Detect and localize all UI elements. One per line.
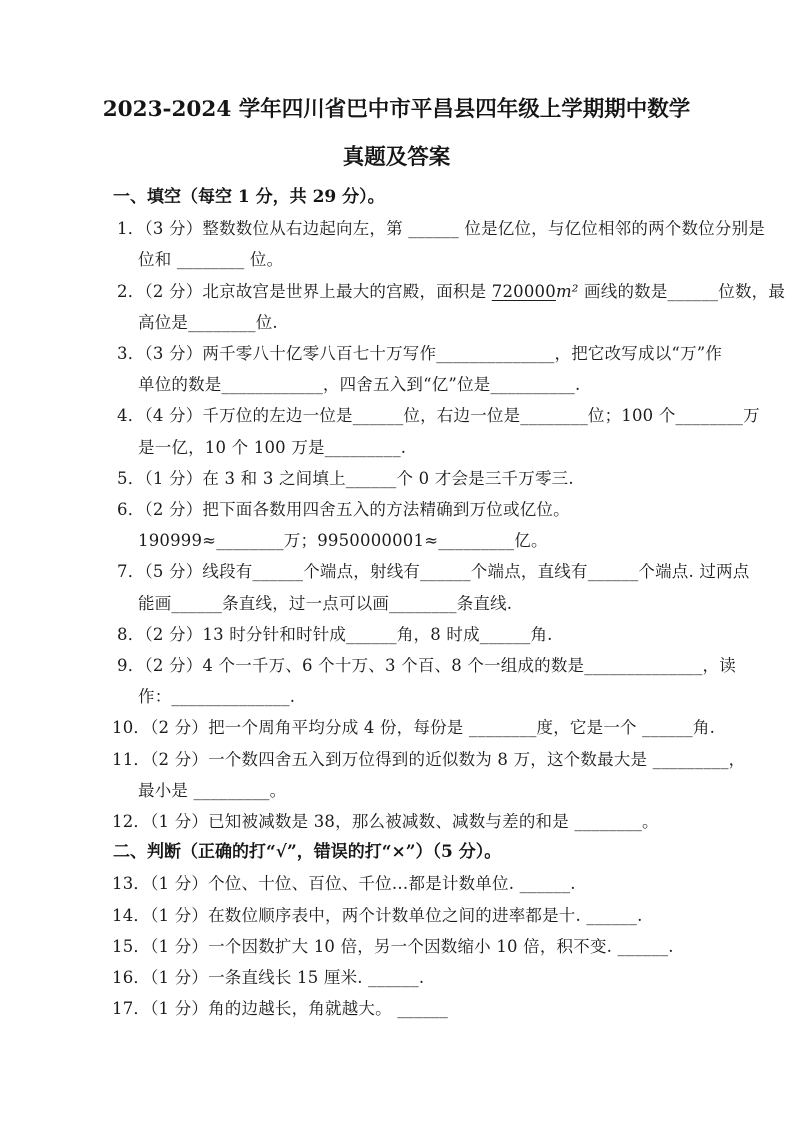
question-16 <box>0 962 793 993</box>
question-13 <box>0 868 793 899</box>
question-line: 能画______条直线，过一点可以画________条直线. <box>138 593 513 613</box>
question-line: 1．（3 分）整数数位从右边起向左，第 ______ 位是亿位，与亿位相邻的两个数位分别是 <box>117 219 765 239</box>
question-9 <box>0 650 793 712</box>
question-line: 14．（1 分）在数位顺序表中，两个计数单位之间的进率都是十. ______. <box>112 905 643 925</box>
question-line: 是一亿，10 个 100 万是_________. <box>138 437 407 457</box>
question-6 <box>0 494 793 556</box>
question-line: 12．（1 分）已知被减数是 38，那么被减数、减数与差的和是 ________。 <box>112 812 659 832</box>
question-line: 6．（2 分）把下面各数用四舍五入的方法精确到万位或亿位。 <box>117 500 570 520</box>
page-title-line-2: 真题及答案 <box>342 145 451 170</box>
question-line: 9．（2 分）4 个一千万、6 个十万、3 个百、8 个一组成的数是______________，读 <box>117 656 736 676</box>
question-line: 单位的数是____________，四舍五入到“亿”位是__________. <box>138 375 581 395</box>
question-line: 10．（2 分）把一个周角平均分成 4 份，每份是 ________度，它是一个 ______角. <box>112 718 716 738</box>
question-7 <box>0 556 793 618</box>
question-line: 16．（1 分）一条直线长 15 厘米. ______. <box>112 968 425 988</box>
section-2-heading: 二、判断（正确的打“√”，错误的打“×”）（5 分）。 <box>113 842 502 863</box>
question-line: 5．（1 分）在 3 和 3 之间填上______个 0 才会是三千万零三. <box>117 468 574 488</box>
section-1-heading: 一、填空（每空 1 分，共 29 分）。 <box>113 187 385 207</box>
question-line: 8．（2 分）13 时分针和时针成______角，8 时成______角. <box>117 624 553 644</box>
page-title-line-1: 2023-2024 学年四川省巴中市平昌县四年级上学期期中数学 <box>102 97 691 122</box>
question-8 <box>0 619 793 650</box>
page-title <box>0 86 793 182</box>
question-4 <box>0 400 793 462</box>
question-10 <box>0 712 793 743</box>
question-text: 2．（2 分）北京故宫是世界上最大的宫殿，面积是 <box>117 281 492 301</box>
question-line: 17．（1 分）角的边越长，角就越大。 ______ <box>112 999 448 1019</box>
question-line: 13．（1 分）个位、十位、百位、千位…都是计数单位. ______. <box>112 874 576 894</box>
question-3 <box>0 338 793 400</box>
question-line: 190999≈________万；9950000001≈_________亿。 <box>138 531 548 551</box>
question-line: 最小是 _________。 <box>138 780 287 800</box>
question-line <box>117 276 793 307</box>
question-2 <box>0 276 793 338</box>
square-meter-unit: m² <box>555 281 579 301</box>
question-11 <box>0 744 793 806</box>
question-line: 7．（5 分）线段有______个端点，射线有______个端点，直线有______个端点. 过两点 <box>117 562 750 582</box>
underlined-number: 720000 <box>491 281 556 301</box>
question-line: 15．（1 分）一个因数扩大 10 倍，另一个因数缩小 10 倍，积不变. ______. <box>112 936 674 956</box>
question-1 <box>0 213 793 275</box>
question-15 <box>0 931 793 962</box>
question-line: 3．（3 分）两千零八十亿零八百七十万写作______________，把它改写成以“万”作 <box>117 344 723 364</box>
question-text: 画线的数是______位数，最 <box>578 281 786 301</box>
question-line: 11．（2 分）一个数四舍五入到万位得到的近似数为 8 万，这个数最大是 _________， <box>112 749 746 769</box>
question-line: 4．（4 分）千万位的左边一位是______位，右边一位是________位；100 个________万 <box>117 406 760 426</box>
question-line: 高位是________位. <box>138 312 278 332</box>
question-17 <box>0 993 793 1024</box>
question-5 <box>0 463 793 494</box>
question-line: 作：______________. <box>138 687 296 707</box>
question-14 <box>0 900 793 931</box>
question-12 <box>0 806 793 837</box>
question-line: 位和 ________ 位。 <box>138 250 284 270</box>
